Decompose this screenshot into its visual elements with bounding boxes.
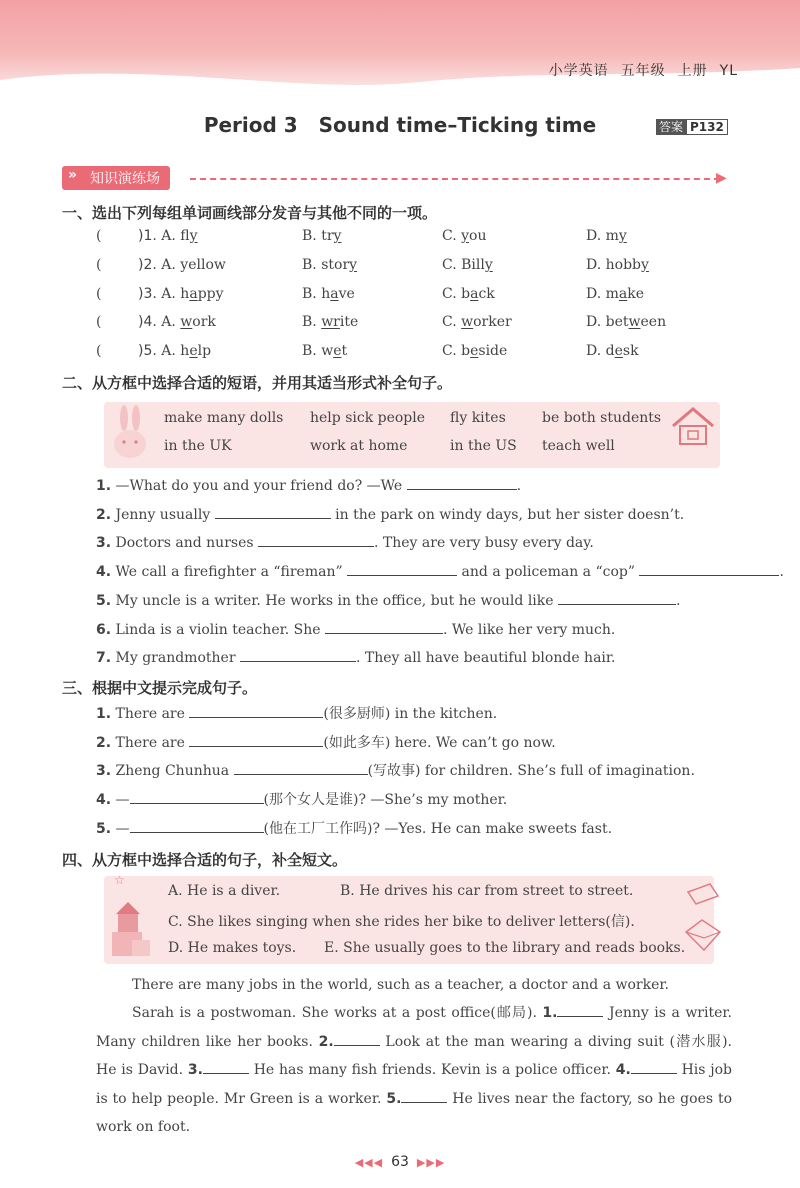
item-number: 2. [96, 734, 112, 751]
sentence-4 [96, 789, 507, 809]
passage-text-5: His job is to help people. Mr Green is a worker. [96, 1062, 732, 1107]
item-number: 3. [96, 763, 112, 780]
option-letter: D. [586, 256, 606, 273]
option-letter: B. [302, 314, 322, 331]
page-number: 63 [391, 1154, 409, 1170]
sentence-text: Zheng Chunhua [111, 763, 234, 780]
double-chevron-icon: » [68, 167, 78, 183]
banner-dashed-line [190, 178, 720, 180]
passage-text-3: Look at the man wearing a diving suit (潜水服). He is David. [96, 1033, 732, 1078]
blank-4[interactable] [631, 1059, 677, 1074]
option-letter: B. [302, 256, 322, 273]
sentence-text: (他在工厂工作吗)? —Yes. He can make sweets fast. [263, 820, 613, 837]
sentence-text: My grandmother [111, 650, 240, 667]
passage-text-2: Jenny is a writer. Many children like her books. [96, 1005, 732, 1050]
word-part: ck [478, 285, 495, 302]
option-letter: B. [302, 343, 322, 360]
option-letter: C. [442, 314, 462, 331]
option-letter: A. [161, 256, 181, 273]
word-part: t [341, 343, 348, 360]
passage-text-4: He has many fish friends. Kevin is a police officer. [248, 1062, 616, 1078]
answer-ref [656, 118, 728, 135]
section-2-heading: 二、从方框中选择合适的短语，并用其适当形式补全句子。 [62, 374, 453, 392]
underlined-letters: e [614, 343, 623, 360]
sentence-text: We call a firefighter a “fireman” [111, 564, 348, 581]
sentence-text: There are [111, 706, 190, 722]
blank-5-num: 5. [386, 1090, 402, 1107]
banner-pill [62, 166, 170, 190]
word-part: b [461, 343, 471, 360]
option-d [586, 314, 666, 330]
phrase-item: make many dolls [164, 410, 284, 426]
sentence-text: . We like her very much. [443, 621, 616, 638]
option-letter: A. [161, 228, 181, 244]
house-icon [668, 404, 718, 448]
phrase-item: teach well [542, 438, 615, 454]
series-label [537, 60, 738, 80]
section-1-heading: 一、选出下列每组单词画线部分发音与其他不同的一项。 [62, 204, 438, 222]
series-subject: 小学英语 [548, 63, 609, 79]
underlined-letters: a [618, 285, 628, 302]
option-b [302, 343, 347, 359]
page-title: Period 3 Sound time–Ticking time [203, 113, 597, 137]
sentence-text: Doctors and nurses [111, 535, 258, 552]
answer-paren: ( [96, 343, 102, 360]
blank-1-num: 1. [542, 1005, 558, 1021]
sentence-7 [96, 647, 616, 666]
sentence-text: and a policeman a “cop” [457, 564, 640, 581]
answer-blank[interactable] [325, 619, 443, 634]
section-banner [62, 166, 170, 190]
item-number-text: )3. [138, 285, 157, 302]
word-part: d [605, 343, 615, 360]
item-number-text: )5. [138, 343, 157, 360]
arrow-right-icon: ▶ [716, 170, 727, 186]
answer-blank[interactable] [130, 818, 264, 833]
option-c [442, 228, 487, 244]
underlined-letters: y [189, 228, 198, 244]
option-letter: A. [161, 343, 181, 360]
option-letter: D. [586, 314, 606, 331]
word-part: tr [321, 228, 334, 244]
answer-blank[interactable] [130, 789, 264, 804]
section-3-heading: 三、根据中文提示完成句子。 [62, 679, 258, 697]
arrows-left-icon: ◀◀◀ [354, 1156, 384, 1169]
item-number: 7. [96, 650, 112, 667]
answer-blank[interactable] [215, 504, 331, 519]
page-footer [0, 1154, 800, 1170]
blank-1[interactable] [557, 1002, 603, 1017]
option-letter: C. [442, 256, 462, 273]
building-blocks-icon [106, 870, 156, 965]
option-c: C. She likes singing when she rides her bike to deliver letters(信). [168, 914, 635, 930]
item-number [138, 228, 198, 244]
answer-page: P132 [686, 119, 728, 135]
blank-2[interactable] [334, 1031, 380, 1046]
underlined-letters: w [628, 314, 641, 331]
option-letter: B. [302, 285, 322, 302]
answer-paren: ( [96, 285, 102, 302]
sentence-text: (写故事) for children. She’s full of imagination. [367, 763, 695, 780]
passage-body [96, 999, 732, 1142]
sentence-4 [96, 561, 784, 580]
underlined-letters: e [189, 343, 198, 360]
word-part: orker [473, 314, 512, 331]
answer-paren: ( [96, 314, 102, 331]
item-number [138, 286, 224, 302]
item-number [138, 343, 211, 359]
phrase-item: in the US [450, 438, 517, 454]
option-b [302, 286, 355, 302]
option-a: A. He is a diver. [168, 883, 281, 899]
word-part: h [180, 343, 190, 360]
underlined-letters: y [641, 256, 649, 273]
passage-text-1: Sarah is a postwoman. She works at a post office(邮局). [132, 1005, 543, 1021]
sentence-text: in the park on windy days, but her sister doesn’t. [330, 506, 685, 523]
word-part: w [321, 343, 334, 360]
underlined-letters: y [461, 228, 470, 244]
sentence-text: . They all have beautiful blonde hair. [355, 650, 616, 667]
word-part: sk [622, 343, 639, 360]
sentence-3 [96, 760, 695, 780]
underlined-letters: wr [321, 314, 340, 331]
option-b [302, 314, 358, 330]
underlined-letters: y [333, 228, 342, 244]
item-number [138, 314, 216, 330]
option-letter: A. [161, 314, 181, 331]
sentence-text: (那个女人是谁)? —She’s my mother. [263, 792, 508, 809]
word-part: yellow [180, 256, 226, 273]
series-edition: YL [719, 63, 738, 79]
answer-blank[interactable] [258, 532, 374, 547]
option-c [442, 314, 512, 330]
word-part: lp [197, 343, 212, 360]
series-volume: 上册 [677, 63, 708, 79]
word-part: b [461, 285, 471, 302]
word-part: h [180, 285, 190, 302]
option-c [442, 286, 495, 302]
item-number: 4. [96, 792, 112, 809]
answer-paren: ( [96, 228, 102, 244]
answer-paren: ( [96, 256, 102, 273]
answer-blank[interactable] [234, 760, 368, 775]
item-number: 6. [96, 621, 112, 638]
sentence-text: Jenny usually [111, 506, 215, 523]
series-grade: 五年级 [620, 63, 666, 79]
sentence-2 [96, 504, 684, 523]
sentence-1 [96, 703, 497, 723]
underlined-letters: e [333, 343, 342, 360]
sentence-text: . They are very busy every day. [374, 535, 594, 552]
sentence-text: Linda is a violin teacher. She [111, 621, 326, 638]
sentence-5 [96, 590, 680, 609]
option-d: D. He makes toys. [168, 940, 297, 956]
item-number: 5. [96, 820, 112, 837]
section-4-heading: 四、从方框中选择合适的句子，补全短文。 [62, 851, 348, 869]
word-part: ke [627, 285, 645, 302]
word-part: ork [192, 314, 216, 331]
item-number: 5. [96, 592, 112, 609]
option-letter: B. [302, 228, 322, 244]
passage-text-6: He lives near the factory, so he goes to work on foot. [96, 1090, 732, 1135]
sentence-text: — [111, 792, 130, 809]
answer-blank[interactable] [407, 475, 517, 490]
word-part: fl [180, 228, 190, 244]
item-number: 4. [96, 564, 112, 581]
item-number-text: )4. [138, 314, 157, 331]
word-part: hobb [605, 256, 642, 273]
answer-blank[interactable] [558, 590, 676, 605]
answer-blank[interactable] [347, 561, 457, 576]
item-number-text: )1. [138, 228, 157, 244]
svg-text:☆: ☆ [114, 873, 125, 887]
word-part: side [478, 343, 508, 360]
sentence-text: My uncle is a writer. He works in the office, but he would like [111, 592, 558, 609]
option-c [442, 343, 507, 359]
item-number [138, 257, 226, 273]
option-b [302, 228, 341, 244]
option-letter: A. [161, 285, 181, 302]
phrase-item: help sick people [310, 410, 426, 426]
option-d [586, 257, 649, 273]
banner-text: 知识演练场 [90, 171, 160, 187]
item-number: 3. [96, 535, 112, 552]
blank-4-num: 4. [615, 1062, 631, 1078]
word-part: m [605, 228, 619, 244]
underlined-letters: a [189, 285, 198, 302]
rabbit-icon [108, 404, 154, 464]
passage-intro: There are many jobs in the world, such as a teacher, a doctor and a worker. [132, 977, 669, 993]
item-number-text: )2. [138, 256, 157, 273]
blank-5[interactable] [401, 1088, 447, 1103]
word-part: bet [605, 314, 629, 331]
arrows-right-icon: ▶▶▶ [416, 1156, 446, 1169]
option-letter: D. [586, 228, 606, 244]
phrase-item: in the UK [164, 438, 232, 454]
item-number: 2. [96, 506, 112, 523]
word-part: h [321, 285, 331, 302]
option-b: B. He drives his car from street to street. [340, 883, 634, 899]
word-part: stor [321, 256, 350, 273]
item-number: 1. [96, 478, 112, 494]
option-d [586, 286, 644, 302]
word-part: m [605, 285, 619, 302]
sentence-text: (如此多车) here. We can’t go now. [323, 734, 556, 751]
blank-3[interactable] [203, 1059, 249, 1074]
word-part: ppy [197, 285, 224, 302]
answer-label: 答案 [656, 119, 686, 135]
option-letter: C. [442, 343, 462, 360]
item-number: 1. [96, 706, 112, 722]
word-part: Bill [461, 256, 485, 273]
sentence-text: . [779, 564, 784, 581]
sentence-text: — [111, 820, 130, 837]
underlined-letters: w [461, 314, 474, 331]
phrase-item: be both students [542, 410, 662, 426]
underlined-letters: a [330, 285, 339, 302]
word-part: ve [338, 285, 355, 302]
word-part: ou [469, 228, 487, 244]
option-letter: C. [442, 285, 462, 302]
blank-3-num: 3. [187, 1062, 203, 1078]
sentence-6 [96, 619, 615, 638]
underlined-letters: w [180, 314, 193, 331]
option-d [586, 228, 627, 244]
sentence-1 [96, 475, 521, 494]
option-d [586, 343, 639, 359]
sentence-2 [96, 732, 556, 752]
sentence-5 [96, 818, 612, 838]
sentence-text: (很多厨师) in the kitchen. [323, 706, 498, 722]
option-letter: C. [442, 228, 462, 244]
answer-blank[interactable] [189, 732, 323, 747]
blank-2-num: 2. [318, 1033, 334, 1050]
option-c [442, 257, 493, 273]
word-part: een [640, 314, 667, 331]
envelope-icon [680, 880, 724, 962]
option-b [302, 257, 357, 273]
option-e: E. She usually goes to the library and reads books. [324, 940, 686, 956]
phrase-item: work at home [310, 438, 408, 454]
phrase-item: fly kites [450, 410, 506, 426]
answer-blank[interactable] [639, 561, 779, 576]
sentence-text: . [516, 478, 522, 494]
underlined-letters: y [349, 256, 358, 273]
sentence-text: —What do you and your friend do? —We [111, 478, 407, 494]
answer-blank[interactable] [189, 703, 323, 718]
sentence-text: There are [111, 734, 190, 751]
option-letter: D. [586, 285, 606, 302]
answer-blank[interactable] [240, 647, 356, 662]
underlined-letters: e [470, 343, 479, 360]
word-part: ite [339, 314, 359, 331]
underlined-letters: y [618, 228, 627, 244]
underlined-letters: a [470, 285, 479, 302]
sentence-text: . [676, 592, 681, 609]
option-letter: D. [586, 343, 606, 360]
underlined-letters: y [484, 256, 493, 273]
sentence-3 [96, 532, 594, 551]
